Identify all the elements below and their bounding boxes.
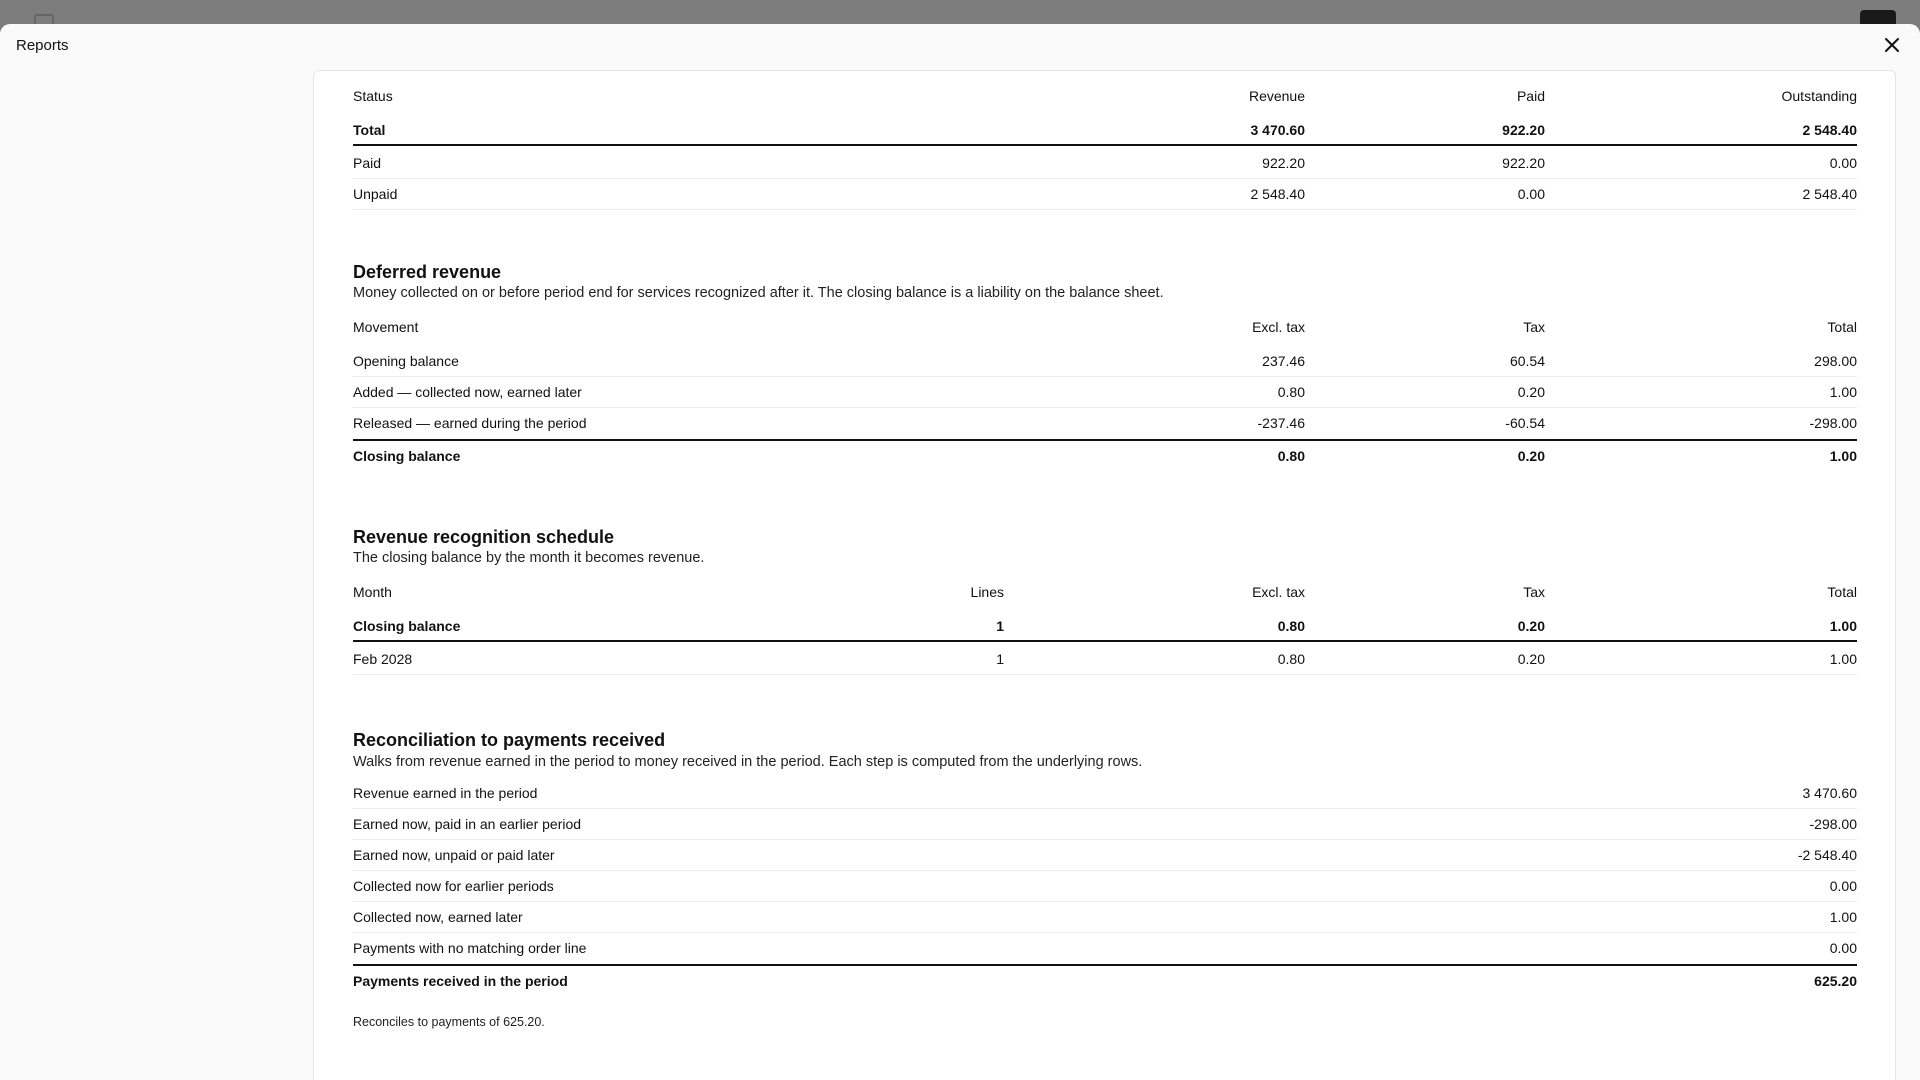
table-cell: 2 548.40 [1250, 186, 1305, 202]
table-cell: -237.46 [1257, 415, 1305, 431]
section-title: Deferred revenue [353, 262, 502, 282]
section-title: Reconciliation to payments received [353, 730, 666, 750]
column-header: Tax [1523, 319, 1545, 335]
table-cell: Added — collected now, earned later [353, 384, 582, 400]
table-cell: 0.20 [1517, 384, 1545, 400]
table-cell: Unpaid [353, 186, 398, 202]
column-header: Excl. tax [1252, 584, 1305, 600]
table-cell: 1.00 [1829, 651, 1857, 667]
table-cell: 922.20 [1502, 122, 1545, 138]
column-header: Lines [970, 584, 1004, 600]
table-row [353, 644, 1857, 675]
table-cell: -60.54 [1505, 415, 1545, 431]
table-cell: 298.00 [1814, 353, 1857, 369]
table-cell: 0.20 [1517, 651, 1545, 667]
table-cell: 922.20 [1262, 155, 1305, 171]
reports-modal [0, 24, 1920, 1080]
table-cell: -2 548.40 [1797, 847, 1857, 863]
table-header-row [353, 81, 1857, 112]
table-cell: 625.20 [1814, 973, 1857, 989]
table-cell: 0.00 [1517, 186, 1545, 202]
table-cell: 2 548.40 [1802, 186, 1857, 202]
table-cell: 1.00 [1829, 909, 1857, 925]
table-cell: Paid [353, 155, 382, 171]
column-header: Excl. tax [1252, 319, 1305, 335]
table-cell: Collected now for earlier periods [353, 878, 554, 894]
table-cell: Earned now, unpaid or paid later [353, 847, 555, 863]
table-cell: Payments received in the period [353, 973, 568, 989]
table-cell: Closing balance [353, 618, 461, 634]
table-cell: 237.46 [1262, 353, 1305, 369]
table-cell: 0.20 [1517, 448, 1545, 464]
table-cell: 1 [996, 651, 1004, 667]
table-cell: 1.00 [1829, 448, 1857, 464]
table-row [353, 902, 1857, 933]
background-app-bar [0, 0, 1920, 24]
table-cell: 0.80 [1277, 384, 1305, 400]
section-description: Walks from revenue earned in the period to money received in the period. Each step is computed from the underlying rows. [353, 754, 1143, 770]
column-header: Month [353, 584, 392, 600]
section-title: Revenue recognition schedule [353, 527, 615, 547]
close-button[interactable] [1879, 32, 1905, 58]
column-header: Paid [1516, 88, 1545, 104]
table-cell: 0.80 [1277, 448, 1305, 464]
column-header: Status [353, 88, 393, 104]
total-row [353, 115, 1857, 146]
table-cell: Revenue earned in the period [353, 785, 538, 801]
table-row [353, 933, 1857, 964]
table-cell: Collected now, earned later [353, 909, 523, 925]
report-card [313, 70, 1896, 1080]
table-row [353, 871, 1857, 902]
table-cell: 2 548.40 [1802, 122, 1857, 138]
table-cell: 1.00 [1829, 384, 1857, 400]
table-cell: -298.00 [1809, 816, 1857, 832]
table-row [353, 377, 1857, 408]
total-row [353, 611, 1857, 642]
table-cell: 0.00 [1829, 155, 1857, 171]
table-row [353, 840, 1857, 871]
table-cell: Payments with no matching order line [353, 940, 587, 956]
table-cell: 0.00 [1829, 878, 1857, 894]
table-cell: Total [353, 122, 386, 138]
column-header: Revenue [1248, 88, 1305, 104]
table-cell: -298.00 [1809, 415, 1857, 431]
close-icon [1879, 32, 1905, 58]
table-cell: 0.80 [1277, 651, 1305, 667]
table-cell: 0.00 [1829, 940, 1857, 956]
table-row [353, 179, 1857, 210]
table-cell: Released — earned during the period [353, 415, 587, 431]
column-header: Outstanding [1781, 88, 1857, 104]
column-header: Total [1827, 584, 1857, 600]
table-header-row [353, 577, 1857, 608]
modal-title: Reports [16, 37, 69, 54]
table-cell: 0.80 [1277, 618, 1305, 634]
table-cell: 1.00 [1829, 618, 1857, 634]
column-header: Movement [353, 319, 419, 335]
table-row [353, 778, 1857, 809]
section-description: Money collected on or before period end for services recognized after it. The closing balance is a liability on the balance sheet. [353, 285, 1164, 301]
reconciliation-note: Reconciles to payments of 625.20. [353, 1015, 545, 1029]
table-cell: 3 470.60 [1802, 785, 1857, 801]
closing-balance-row [353, 439, 1857, 470]
table-cell: Opening balance [353, 353, 459, 369]
section-description: The closing balance by the month it becomes revenue. [353, 550, 705, 566]
table-header-row [353, 312, 1857, 343]
table-cell: 60.54 [1509, 353, 1545, 369]
table-cell: 922.20 [1502, 155, 1545, 171]
table-row [353, 148, 1857, 179]
table-cell: 3 470.60 [1250, 122, 1305, 138]
payments-total-row [353, 964, 1857, 995]
table-cell: Feb 2028 [353, 651, 413, 667]
table-row [353, 408, 1857, 439]
column-header: Total [1827, 319, 1857, 335]
column-header: Tax [1523, 584, 1545, 600]
table-row [353, 809, 1857, 840]
table-cell: 1 [996, 618, 1004, 634]
table-row [353, 346, 1857, 377]
table-cell: 0.20 [1517, 618, 1545, 634]
table-cell: Earned now, paid in an earlier period [353, 816, 582, 832]
table-cell: Closing balance [353, 448, 461, 464]
